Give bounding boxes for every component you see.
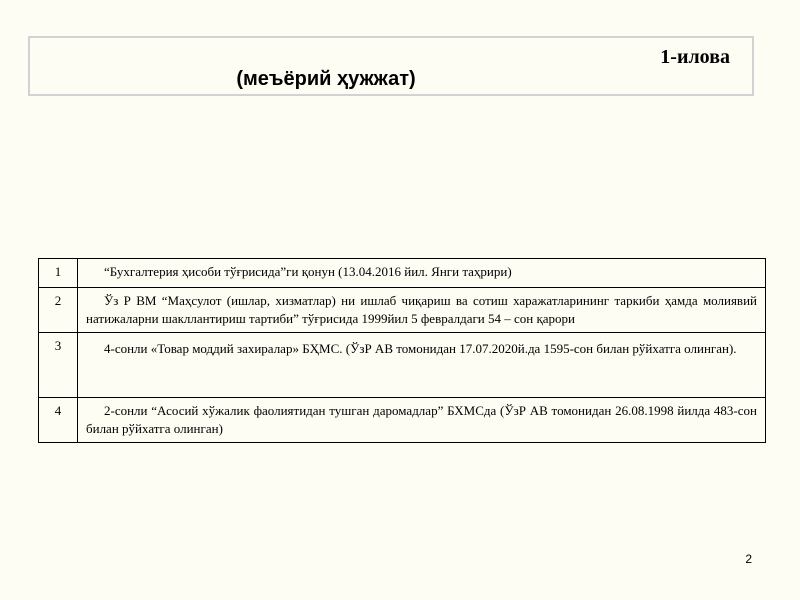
- document-description: Ўз Р ВМ “Маҳсулот (ишлар, хизматлар) ни ишлаб чиқариш ва сотиш харажатларининг таркиби ҳамда молиявий натижаларни шакллантириш тартиби” тўғрисида 1999йил 5 февралдаги 54 – сон қарори: [78, 288, 766, 333]
- table-row: [39, 333, 766, 398]
- table-row: [39, 288, 766, 333]
- row-number: 3: [39, 333, 78, 398]
- document-description: “Бухгалтерия ҳисоби тўғрисида”ги қонун (13.04.2016 йил. Янги таҳрири): [78, 259, 766, 288]
- table-row: [39, 398, 766, 443]
- document-type-title: (меъёрий ҳужжат): [236, 68, 416, 90]
- page-number: 2: [745, 552, 752, 566]
- table-row: [39, 259, 766, 288]
- row-number: 1: [39, 259, 78, 288]
- normative-documents-table: [38, 258, 766, 443]
- document-description: 4-сонли «Товар моддий захиралар» БҲМС. (ЎзР АВ томонидан 17.07.2020й.да 1595-сон билан рўйхатга олинган).: [78, 333, 766, 398]
- document-description: 2-сонли “Асосий хўжалик фаолиятидан тушган даромадлар” БХМСда (ЎзР АВ томонидан 26.08.1998 йилда 483-сон билан рўйхатга олинган): [78, 398, 766, 443]
- row-number: 4: [39, 398, 78, 443]
- row-number: 2: [39, 288, 78, 333]
- annex-label: 1-илова: [660, 46, 730, 68]
- title-box: [28, 36, 754, 96]
